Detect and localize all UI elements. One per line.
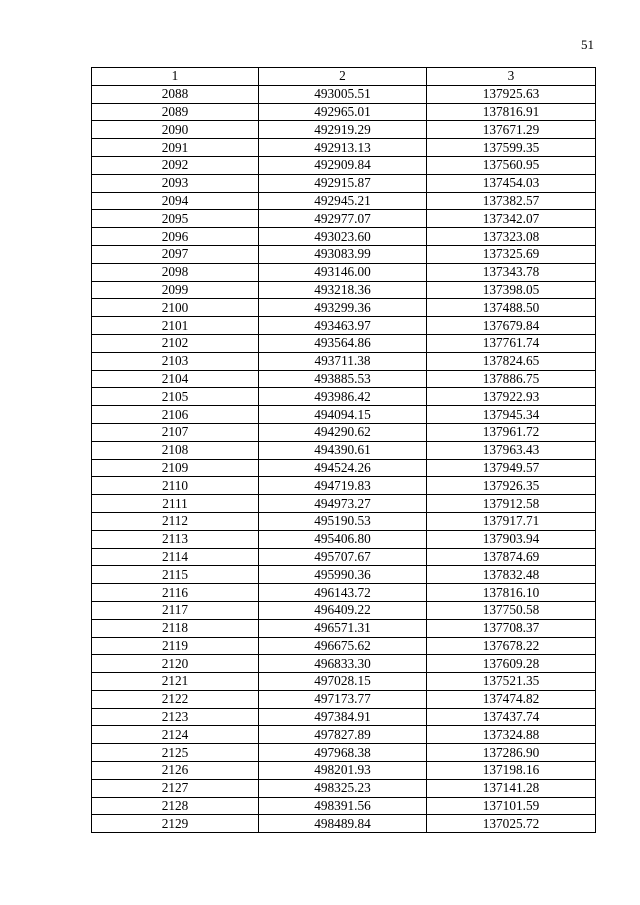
table-row (92, 156, 596, 174)
point-number-cell: 2096 (92, 228, 259, 246)
table-row (92, 673, 596, 691)
table-row (92, 85, 596, 103)
table-row (92, 139, 596, 157)
x-coordinate-cell: 497968.38 (259, 744, 427, 762)
table-row (92, 334, 596, 352)
table-header-row (92, 68, 596, 86)
y-coordinate-cell: 137816.91 (427, 103, 596, 121)
x-coordinate-cell: 493218.36 (259, 281, 427, 299)
point-number-cell: 2123 (92, 708, 259, 726)
y-coordinate-cell: 137474.82 (427, 690, 596, 708)
x-coordinate-cell: 498391.56 (259, 797, 427, 815)
point-number-cell: 2107 (92, 423, 259, 441)
x-coordinate-cell: 496571.31 (259, 619, 427, 637)
table-row (92, 762, 596, 780)
point-number-cell: 2126 (92, 762, 259, 780)
table-row (92, 708, 596, 726)
y-coordinate-cell: 137454.03 (427, 174, 596, 192)
y-coordinate-cell: 137342.07 (427, 210, 596, 228)
x-coordinate-cell: 492965.01 (259, 103, 427, 121)
table-row (92, 423, 596, 441)
table-row (92, 815, 596, 833)
y-coordinate-cell: 137963.43 (427, 441, 596, 459)
coordinates-table (91, 67, 596, 833)
point-number-cell: 2103 (92, 352, 259, 370)
x-coordinate-cell: 493083.99 (259, 245, 427, 263)
table-row (92, 121, 596, 139)
table-row (92, 548, 596, 566)
table-row (92, 370, 596, 388)
y-coordinate-cell: 137398.05 (427, 281, 596, 299)
y-coordinate-cell: 137761.74 (427, 334, 596, 352)
y-coordinate-cell: 137382.57 (427, 192, 596, 210)
y-coordinate-cell: 137922.93 (427, 388, 596, 406)
y-coordinate-cell: 137025.72 (427, 815, 596, 833)
x-coordinate-cell: 492913.13 (259, 139, 427, 157)
table-row (92, 192, 596, 210)
x-coordinate-cell: 496675.62 (259, 637, 427, 655)
table-row (92, 245, 596, 263)
y-coordinate-cell: 137886.75 (427, 370, 596, 388)
x-coordinate-cell: 493146.00 (259, 263, 427, 281)
table-row (92, 726, 596, 744)
point-number-cell: 2100 (92, 299, 259, 317)
y-coordinate-cell: 137961.72 (427, 423, 596, 441)
y-coordinate-cell: 137926.35 (427, 477, 596, 495)
point-number-cell: 2117 (92, 601, 259, 619)
x-coordinate-cell: 498325.23 (259, 779, 427, 797)
page-number: 51 (581, 37, 594, 52)
x-coordinate-cell: 497384.91 (259, 708, 427, 726)
table-row (92, 566, 596, 584)
x-coordinate-cell: 492909.84 (259, 156, 427, 174)
x-coordinate-cell: 493986.42 (259, 388, 427, 406)
y-coordinate-cell: 137671.29 (427, 121, 596, 139)
x-coordinate-cell: 496833.30 (259, 655, 427, 673)
x-coordinate-cell: 493005.51 (259, 85, 427, 103)
x-coordinate-cell: 492919.29 (259, 121, 427, 139)
point-number-cell: 2088 (92, 85, 259, 103)
y-coordinate-cell: 137832.48 (427, 566, 596, 584)
x-coordinate-cell: 493023.60 (259, 228, 427, 246)
x-coordinate-cell: 492915.87 (259, 174, 427, 192)
y-coordinate-cell: 137816.10 (427, 584, 596, 602)
point-number-cell: 2120 (92, 655, 259, 673)
table-row (92, 174, 596, 192)
column-header-3: 3 (427, 68, 596, 86)
point-number-cell: 2124 (92, 726, 259, 744)
point-number-cell: 2089 (92, 103, 259, 121)
y-coordinate-cell: 137521.35 (427, 673, 596, 691)
table-row (92, 263, 596, 281)
x-coordinate-cell: 492945.21 (259, 192, 427, 210)
point-number-cell: 2125 (92, 744, 259, 762)
x-coordinate-cell: 493885.53 (259, 370, 427, 388)
x-coordinate-cell: 493299.36 (259, 299, 427, 317)
y-coordinate-cell: 137141.28 (427, 779, 596, 797)
x-coordinate-cell: 496143.72 (259, 584, 427, 602)
table-row (92, 637, 596, 655)
y-coordinate-cell: 137560.95 (427, 156, 596, 174)
point-number-cell: 2128 (92, 797, 259, 815)
point-number-cell: 2106 (92, 406, 259, 424)
point-number-cell: 2129 (92, 815, 259, 833)
table-row (92, 655, 596, 673)
y-coordinate-cell: 137609.28 (427, 655, 596, 673)
table-row (92, 317, 596, 335)
x-coordinate-cell: 493463.97 (259, 317, 427, 335)
y-coordinate-cell: 137599.35 (427, 139, 596, 157)
x-coordinate-cell: 497028.15 (259, 673, 427, 691)
table-row (92, 406, 596, 424)
table-row (92, 744, 596, 762)
y-coordinate-cell: 137101.59 (427, 797, 596, 815)
y-coordinate-cell: 137324.88 (427, 726, 596, 744)
x-coordinate-cell: 493564.86 (259, 334, 427, 352)
point-number-cell: 2115 (92, 566, 259, 584)
column-header-2: 2 (259, 68, 427, 86)
point-number-cell: 2091 (92, 139, 259, 157)
point-number-cell: 2127 (92, 779, 259, 797)
point-number-cell: 2101 (92, 317, 259, 335)
x-coordinate-cell: 498489.84 (259, 815, 427, 833)
point-number-cell: 2119 (92, 637, 259, 655)
y-coordinate-cell: 137874.69 (427, 548, 596, 566)
y-coordinate-cell: 137679.84 (427, 317, 596, 335)
x-coordinate-cell: 497827.89 (259, 726, 427, 744)
point-number-cell: 2109 (92, 459, 259, 477)
table-row (92, 459, 596, 477)
table-row (92, 619, 596, 637)
y-coordinate-cell: 137343.78 (427, 263, 596, 281)
point-number-cell: 2112 (92, 512, 259, 530)
point-number-cell: 2097 (92, 245, 259, 263)
table-body (92, 85, 596, 832)
y-coordinate-cell: 137903.94 (427, 530, 596, 548)
x-coordinate-cell: 494973.27 (259, 495, 427, 513)
table-row (92, 103, 596, 121)
point-number-cell: 2098 (92, 263, 259, 281)
x-coordinate-cell: 495990.36 (259, 566, 427, 584)
table-row (92, 512, 596, 530)
x-coordinate-cell: 493711.38 (259, 352, 427, 370)
y-coordinate-cell: 137325.69 (427, 245, 596, 263)
x-coordinate-cell: 492977.07 (259, 210, 427, 228)
table-row (92, 584, 596, 602)
y-coordinate-cell: 137708.37 (427, 619, 596, 637)
point-number-cell: 2093 (92, 174, 259, 192)
table-row (92, 477, 596, 495)
table-row (92, 281, 596, 299)
x-coordinate-cell: 495190.53 (259, 512, 427, 530)
table-row (92, 352, 596, 370)
point-number-cell: 2118 (92, 619, 259, 637)
table-row (92, 779, 596, 797)
table-row (92, 441, 596, 459)
y-coordinate-cell: 137323.08 (427, 228, 596, 246)
table-row (92, 690, 596, 708)
y-coordinate-cell: 137945.34 (427, 406, 596, 424)
table-row (92, 388, 596, 406)
y-coordinate-cell: 137917.71 (427, 512, 596, 530)
point-number-cell: 2121 (92, 673, 259, 691)
y-coordinate-cell: 137912.58 (427, 495, 596, 513)
point-number-cell: 2092 (92, 156, 259, 174)
x-coordinate-cell: 494094.15 (259, 406, 427, 424)
point-number-cell: 2116 (92, 584, 259, 602)
point-number-cell: 2105 (92, 388, 259, 406)
table-row (92, 299, 596, 317)
point-number-cell: 2110 (92, 477, 259, 495)
x-coordinate-cell: 494719.83 (259, 477, 427, 495)
point-number-cell: 2113 (92, 530, 259, 548)
y-coordinate-cell: 137437.74 (427, 708, 596, 726)
table-row (92, 210, 596, 228)
y-coordinate-cell: 137678.22 (427, 637, 596, 655)
column-header-1: 1 (92, 68, 259, 86)
point-number-cell: 2114 (92, 548, 259, 566)
table-row (92, 495, 596, 513)
y-coordinate-cell: 137750.58 (427, 601, 596, 619)
point-number-cell: 2090 (92, 121, 259, 139)
y-coordinate-cell: 137925.63 (427, 85, 596, 103)
x-coordinate-cell: 494390.61 (259, 441, 427, 459)
point-number-cell: 2108 (92, 441, 259, 459)
point-number-cell: 2104 (92, 370, 259, 388)
y-coordinate-cell: 137198.16 (427, 762, 596, 780)
x-coordinate-cell: 496409.22 (259, 601, 427, 619)
point-number-cell: 2094 (92, 192, 259, 210)
y-coordinate-cell: 137824.65 (427, 352, 596, 370)
x-coordinate-cell: 498201.93 (259, 762, 427, 780)
x-coordinate-cell: 497173.77 (259, 690, 427, 708)
y-coordinate-cell: 137488.50 (427, 299, 596, 317)
y-coordinate-cell: 137949.57 (427, 459, 596, 477)
x-coordinate-cell: 494290.62 (259, 423, 427, 441)
table-row (92, 797, 596, 815)
point-number-cell: 2122 (92, 690, 259, 708)
x-coordinate-cell: 495707.67 (259, 548, 427, 566)
x-coordinate-cell: 495406.80 (259, 530, 427, 548)
y-coordinate-cell: 137286.90 (427, 744, 596, 762)
point-number-cell: 2099 (92, 281, 259, 299)
point-number-cell: 2111 (92, 495, 259, 513)
x-coordinate-cell: 494524.26 (259, 459, 427, 477)
table-row (92, 228, 596, 246)
point-number-cell: 2102 (92, 334, 259, 352)
table-row (92, 530, 596, 548)
point-number-cell: 2095 (92, 210, 259, 228)
table-row (92, 601, 596, 619)
